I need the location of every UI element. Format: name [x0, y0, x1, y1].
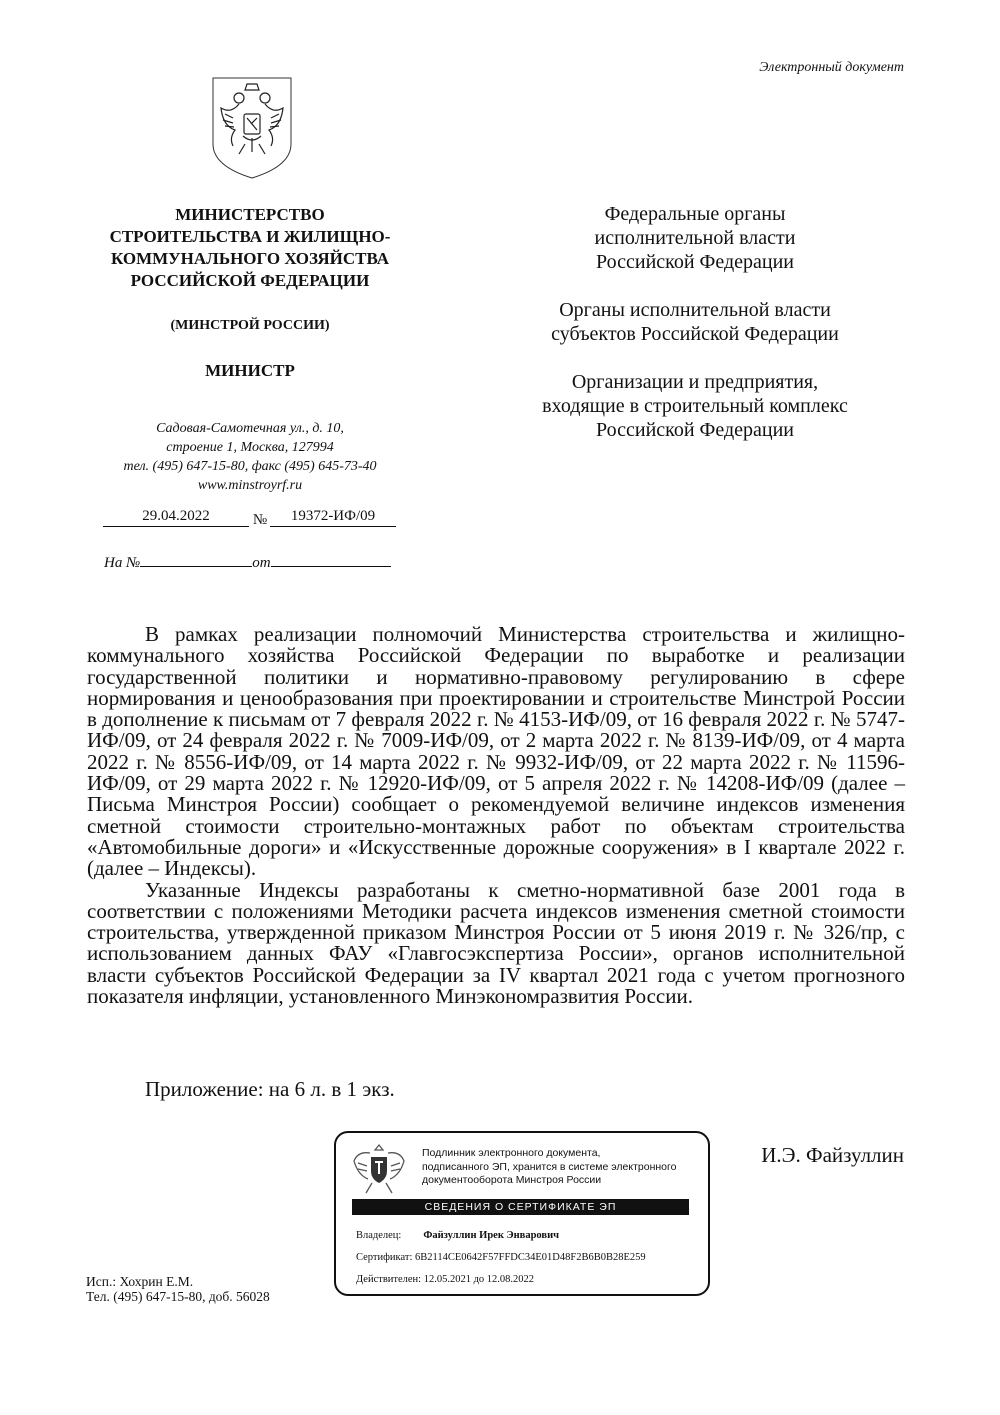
addressee-line: исполнительной власти [594, 227, 796, 249]
signer-name: И.Э. Файзуллин [761, 1143, 904, 1167]
stamp-note [422, 1147, 708, 1188]
reference-date-blank [271, 552, 391, 567]
stamp-note-line: документооборота Минстроя России [422, 1174, 602, 1186]
certificate-row [356, 1247, 701, 1269]
certificate-label: Сертификат: [356, 1252, 413, 1263]
addressee-line: Российской Федерации [595, 251, 795, 273]
body-paragraph-1: В рамках реализации полномочий Министерства строительства и жилищно-коммунального хозяйства Российской Федерации по выработке и реализации государственной политики и нормативно-правовому регулированию в сфере нормирования и ценообразования при проектировании и строительстве Минстрой России в дополнение к письмам от 7 февраля 2022 г. № 4153-ИФ/09, от 16 февраля 2022 г. № 5747-ИФ/09, от 24 февраля 2022 г. № 7009-ИФ/09, от 2 марта 2022 г. № 8139-ИФ/09, от 4 марта 2022 г. № 8556-ИФ/09, от 14 марта 2022 г. № 9932-ИФ/09, от 22 марта 2022 г. № 11596-ИФ/09, от 29 марта 2022 г. № 12920-ИФ/09, от 5 апреля 2022 г. № 14208-ИФ/09 (далее – Письма Минстроя России) сообщает о рекомендуемой величине индексов изменения сметной стоимости строительно-монтажных работ по объектам строительства «Автомобильные дороги» и «Искусственные дорожные сооружения» в I квартале 2022 г. (далее – Индексы). [87, 622, 905, 881]
addressee-line: Органы исполнительной власти [559, 299, 831, 321]
addressee-line: Федеральные органы [604, 203, 786, 225]
coat-of-arms-icon [209, 74, 295, 180]
executor-info [86, 1274, 270, 1304]
owner-name: Файзуллин Ирек Энварович [423, 1230, 560, 1241]
ministry-short-name: (МИНСТРОЙ РОССИИ) [170, 318, 330, 333]
stamp-note-line: Подлинник электронного документа, [422, 1147, 601, 1159]
reference-number-blank [140, 552, 252, 567]
registration-date: 29.04.2022 [103, 508, 249, 527]
appendix-note: Приложение: на 6 л. в 1 экз. [145, 1077, 395, 1101]
validity-label: Действителен: [356, 1274, 422, 1285]
e-signature-stamp [334, 1131, 710, 1296]
addressee-line: Российской Федерации [595, 419, 795, 441]
address-line: Садовая-Самотечная ул., д. 10, [156, 421, 344, 436]
reference-prefix: На № [104, 555, 141, 571]
validity-value: 12.05.2021 до 12.08.2022 [423, 1274, 535, 1285]
registration-number: 19372-ИФ/09 [270, 508, 396, 527]
addressee-line: Организации и предприятия, [571, 371, 819, 393]
addressees-block [470, 202, 920, 466]
addressee-line: входящие в строительный комплекс [542, 395, 848, 417]
letter-body [87, 624, 905, 1007]
ministry-emblem-icon [350, 1139, 408, 1201]
website-line: www.minstroyrf.ru [197, 478, 303, 493]
ministry-address [60, 419, 440, 495]
ministry-name-line: РОССИЙСКОЙ ФЕДЕРАЦИИ [130, 271, 370, 290]
registration-number-label: № [252, 512, 268, 528]
addressee-group [470, 202, 920, 274]
executor-name: Исп.: Хохрин Е.М. [86, 1274, 194, 1289]
stamp-note-line: подписанного ЭП, хранится в системе электронного [422, 1160, 677, 1173]
certificate-details [356, 1225, 701, 1291]
address-line: строение 1, Москва, 127994 [166, 440, 334, 455]
ministry-name-line: КОММУНАЛЬНОГО ХОЗЯЙСТВА [110, 249, 390, 268]
ministry-name [60, 204, 440, 292]
reference-from: от [252, 555, 271, 571]
certificate-header-bar: СВЕДЕНИЯ О СЕРТИФИКАТЕ ЭП [352, 1199, 689, 1215]
owner-row [356, 1225, 701, 1247]
executor-phone: Тел. (495) 647-15-80, доб. 56028 [86, 1289, 270, 1304]
addressee-group [470, 370, 920, 442]
signatory-role: МИНИСТР [205, 361, 295, 380]
electronic-document-label: Электронный документ [759, 60, 904, 75]
addressee-group [470, 298, 920, 346]
address-line: тел. (495) 647-15-80, факс (495) 645-73-40 [123, 459, 377, 474]
ministry-name-line: МИНИСТЕРСТВО [175, 205, 325, 224]
addressee-line: субъектов Российской Федерации [551, 323, 839, 345]
validity-row [356, 1269, 701, 1291]
reference-line [104, 552, 391, 572]
owner-label: Владелец: [356, 1230, 402, 1241]
certificate-value: 6B2114CE0642F57FFDC34E01D48F2B6B0B28E259 [415, 1252, 646, 1263]
ministry-name-line: СТРОИТЕЛЬСТВА И ЖИЛИЩНО- [109, 227, 391, 246]
body-paragraph-2: Указанные Индексы разработаны к сметно-нормативной базе 2001 года в соответствии с положениями Методики расчета индексов изменения сметной стоимости строительства, утвержденной приказом Минстроя России от 5 июня 2019 г. № 326/пр, с использованием данных ФАУ «Главгосэкспертиза России», органов исполнительной власти субъектов Российской Федерации за IV квартал 2021 года с учетом прогнозного показателя инфляции, установленного Минэкономразвития России. [87, 877, 905, 1009]
